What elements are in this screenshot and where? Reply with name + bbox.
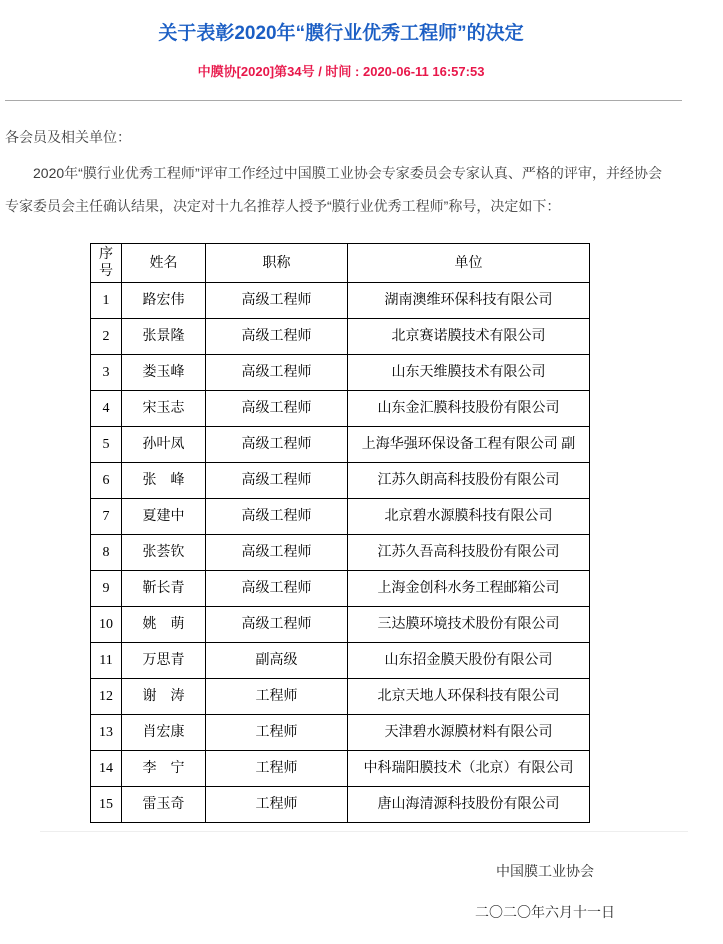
title-cell: 高级工程师	[206, 427, 348, 463]
name-cell: 肖宏康	[122, 715, 206, 751]
unit-cell: 北京天地人环保科技有限公司	[348, 679, 590, 715]
table-row	[91, 715, 590, 751]
name-cell: 李 宁	[122, 751, 206, 787]
table-row	[91, 535, 590, 571]
title-cell: 工程师	[206, 715, 348, 751]
name-cell: 靳长青	[122, 571, 206, 607]
title-cell: 高级工程师	[206, 607, 348, 643]
name-cell: 万思青	[122, 643, 206, 679]
title-cell: 高级工程师	[206, 283, 348, 319]
no-cell: 1	[91, 283, 122, 319]
no-cell: 7	[91, 499, 122, 535]
no-cell: 4	[91, 391, 122, 427]
signature-date: 二〇二〇年六月十一日	[475, 904, 615, 920]
name-cell: 宋玉志	[122, 391, 206, 427]
header-divider	[5, 100, 682, 101]
unit-cell: 唐山海清源科技股份有限公司	[348, 787, 590, 823]
no-cell: 6	[91, 463, 122, 499]
table-row	[91, 607, 590, 643]
title-cell: 高级工程师	[206, 355, 348, 391]
table-row	[91, 787, 590, 823]
table-row	[91, 679, 590, 715]
no-cell: 9	[91, 571, 122, 607]
no-cell: 12	[91, 679, 122, 715]
unit-cell: 江苏久朗高科技股份有限公司	[348, 463, 590, 499]
unit-cell: 上海金创科水务工程邮箱公司	[348, 571, 590, 607]
title-cell: 副高级	[206, 643, 348, 679]
table-row	[91, 427, 590, 463]
name-cell: 张 峰	[122, 463, 206, 499]
table-row	[91, 499, 590, 535]
name-cell: 娄玉峰	[122, 355, 206, 391]
title-cell: 高级工程师	[206, 571, 348, 607]
no-cell: 3	[91, 355, 122, 391]
title-cell: 工程师	[206, 751, 348, 787]
unit-cell: 北京碧水源膜科技有限公司	[348, 499, 590, 535]
table-row	[91, 355, 590, 391]
unit-cell: 上海华强环保设备工程有限公司 副	[348, 427, 590, 463]
engineer-roster-table	[90, 243, 590, 823]
title-cell: 工程师	[206, 787, 348, 823]
name-cell: 张荟钦	[122, 535, 206, 571]
title-cell: 高级工程师	[206, 535, 348, 571]
table-row	[91, 643, 590, 679]
table-row	[91, 283, 590, 319]
table-row	[91, 571, 590, 607]
name-cell: 谢 涛	[122, 679, 206, 715]
title-cell: 高级工程师	[206, 499, 348, 535]
name-cell: 雷玉奇	[122, 787, 206, 823]
unit-cell: 北京赛诺膜技术有限公司	[348, 319, 590, 355]
unit-cell: 山东天维膜技术有限公司	[348, 355, 590, 391]
signature-block	[395, 862, 695, 921]
table-body	[91, 283, 590, 823]
no-cell: 14	[91, 751, 122, 787]
name-cell: 夏建中	[122, 499, 206, 535]
unit-cell: 山东招金膜天股份有限公司	[348, 643, 590, 679]
unit-cell: 山东金汇膜科技股份有限公司	[348, 391, 590, 427]
no-cell: 10	[91, 607, 122, 643]
table-header-row	[91, 244, 590, 283]
page-title: 关于表彰2020年“膜行业优秀工程师”的决定	[158, 23, 524, 44]
column-header-name: 姓名	[122, 244, 206, 283]
no-cell: 8	[91, 535, 122, 571]
title-cell: 工程师	[206, 679, 348, 715]
column-header-title: 职称	[206, 244, 348, 283]
unit-cell: 中科瑞阳膜技术（北京）有限公司	[348, 751, 590, 787]
title-cell: 高级工程师	[206, 463, 348, 499]
salutation: 各会员及相关单位：	[5, 129, 131, 145]
body-paragraph: 2020年“膜行业优秀工程师”评审工作经过中国膜工业协会专家委员会专家认真、严格的评审，并经协会专家委员会主任确认结果，决定对十九名推荐人授予“膜行业优秀工程师”称号，决定如下：	[5, 165, 662, 214]
no-cell: 11	[91, 643, 122, 679]
unit-cell: 天津碧水源膜材料有限公司	[348, 715, 590, 751]
name-cell: 姚 萌	[122, 607, 206, 643]
footer-divider	[40, 831, 688, 832]
title-cell: 高级工程师	[206, 319, 348, 355]
column-header-no: 序号	[91, 244, 122, 283]
name-cell: 张景隆	[122, 319, 206, 355]
table-row	[91, 751, 590, 787]
document-number-and-timestamp: 中膜协[2020]第34号 / 时间 : 2020-06-11 16:57:53	[197, 64, 485, 79]
title-cell: 高级工程师	[206, 391, 348, 427]
table-head	[91, 244, 590, 283]
name-cell: 孙叶凤	[122, 427, 206, 463]
no-cell: 15	[91, 787, 122, 823]
table-row	[91, 319, 590, 355]
unit-cell: 三达膜环境技术股份有限公司	[348, 607, 590, 643]
signature-organization: 中国膜工业协会	[496, 863, 594, 879]
table-row	[91, 391, 590, 427]
name-cell: 路宏伟	[122, 283, 206, 319]
unit-cell: 湖南澳维环保科技有限公司	[348, 283, 590, 319]
no-cell: 13	[91, 715, 122, 751]
column-header-unit: 单位	[348, 244, 590, 283]
table-row	[91, 463, 590, 499]
no-cell: 5	[91, 427, 122, 463]
no-cell: 2	[91, 319, 122, 355]
unit-cell: 江苏久吾高科技股份有限公司	[348, 535, 590, 571]
